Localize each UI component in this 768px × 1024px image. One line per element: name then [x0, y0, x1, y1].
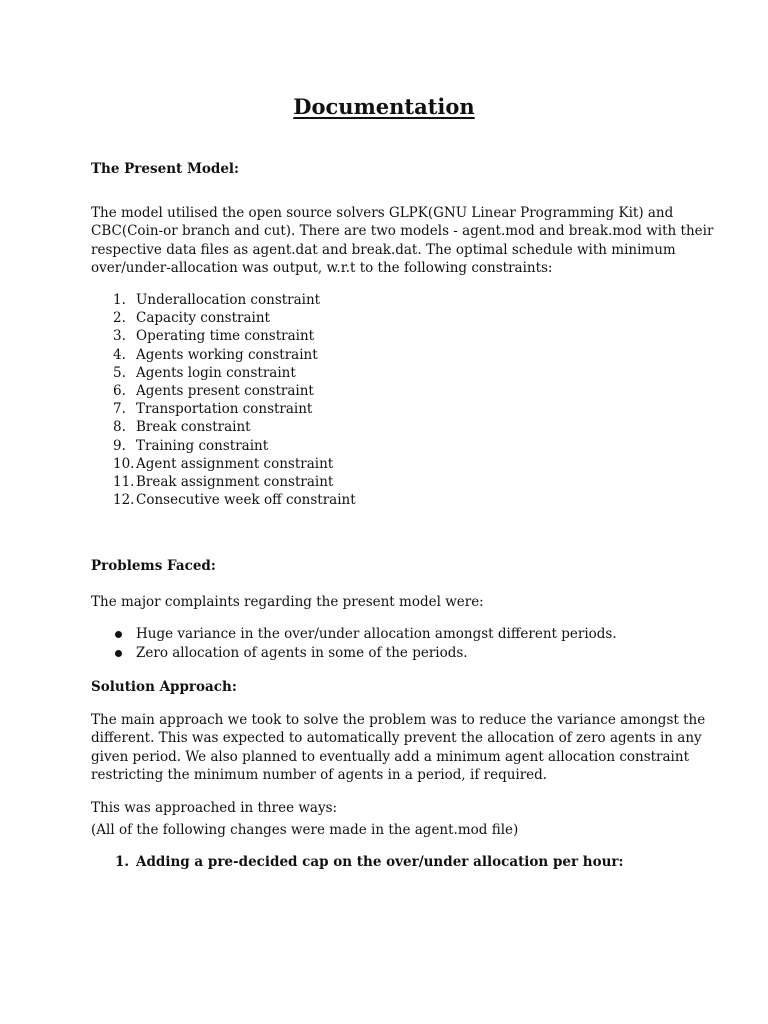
list-item-text: Agents present constraint [136, 383, 314, 400]
ways-note [91, 821, 711, 839]
list-item-text: Transportation constraint [136, 401, 313, 418]
paragraph-line: The model utilised the open source solvers GLPK(GNU Linear Programming Kit) and [91, 205, 674, 221]
list-item [91, 473, 356, 491]
paragraph-line: The major complaints regarding the present model were: [91, 594, 484, 610]
list-item [91, 400, 356, 418]
list-number: 8. [113, 419, 126, 436]
list-item [91, 364, 356, 382]
paragraph-line: (All of the following changes were made in the agent.mod file) [91, 822, 519, 838]
paragraph-line: CBC(Coin-or branch and cut). There are two models - agent.mod and break.mod with their [91, 223, 714, 240]
list-number: 2. [113, 310, 126, 327]
list-item-text: Huge variance in the over/under allocation amongst different periods. [136, 626, 617, 642]
paragraph-line: restricting the minimum number of agents in a period, if required. [91, 766, 548, 783]
list-number: 7. [113, 401, 126, 418]
problems-bullet-list [91, 625, 617, 663]
list-item [91, 327, 356, 345]
constraints-list [91, 291, 356, 509]
list-item-text: Underallocation constraint [136, 292, 321, 308]
list-item-text: Agents working constraint [136, 346, 318, 363]
solution-paragraph [91, 711, 711, 784]
list-item-text: Break constraint [136, 419, 251, 436]
bullet-icon [115, 650, 122, 657]
list-item [91, 382, 356, 400]
list-item-text: Agents login constraint [136, 364, 296, 381]
paragraph-line: over/under-allocation was output, w.r.t to the following constraints: [91, 259, 553, 276]
list-number: 5. [113, 364, 126, 381]
list-item [91, 491, 356, 509]
list-item-text: Agent assignment constraint [136, 455, 334, 472]
list-item-text: Operating time constraint [136, 328, 315, 345]
first-way-subheading [91, 854, 624, 870]
paragraph-line: The main approach we took to solve the problem was to reduce the variance amongst the [91, 712, 706, 728]
list-item [91, 625, 617, 644]
list-number: 6. [113, 383, 126, 400]
list-number: 1. [115, 854, 130, 870]
document-title: Documentation [293, 94, 475, 119]
list-number: 10. [113, 455, 135, 472]
problems-intro [91, 593, 711, 611]
subheading-text: Adding a pre-decided cap on the over/under allocation per hour: [136, 854, 624, 870]
list-item-text: Capacity constraint [136, 310, 270, 327]
present-model-heading: The Present Model: [91, 161, 240, 177]
list-number: 9. [113, 437, 126, 454]
list-item [91, 437, 356, 455]
paragraph-line: different. This was expected to automatically prevent the allocation of zero agents in any [91, 730, 702, 747]
list-item [91, 644, 617, 663]
list-item [91, 455, 356, 473]
list-item [91, 418, 356, 436]
list-number: 12. [113, 492, 135, 509]
list-item-text: Consecutive week off constraint [136, 492, 356, 509]
list-number: 3. [113, 328, 126, 345]
present-model-paragraph [91, 204, 714, 277]
list-item-text: Break assignment constraint [136, 474, 334, 491]
list-item [91, 291, 356, 309]
ways-intro [91, 799, 711, 817]
list-item [91, 309, 356, 327]
bullet-icon [115, 631, 122, 638]
paragraph-line: This was approached in three ways: [91, 800, 338, 816]
list-item-text: Training constraint [136, 437, 269, 454]
list-number: 4. [113, 346, 126, 363]
list-item [91, 346, 356, 364]
list-item-text: Zero allocation of agents in some of the periods. [136, 645, 468, 661]
problems-faced-heading: Problems Faced: [91, 558, 216, 574]
paragraph-line: respective data files as agent.dat and break.dat. The optimal schedule with minimum [91, 241, 676, 258]
solution-approach-heading: Solution Approach: [91, 679, 237, 695]
paragraph-line: given period. We also planned to eventually add a minimum agent allocation constraint [91, 748, 689, 765]
list-number: 1. [113, 292, 126, 308]
list-number: 11. [113, 474, 135, 491]
